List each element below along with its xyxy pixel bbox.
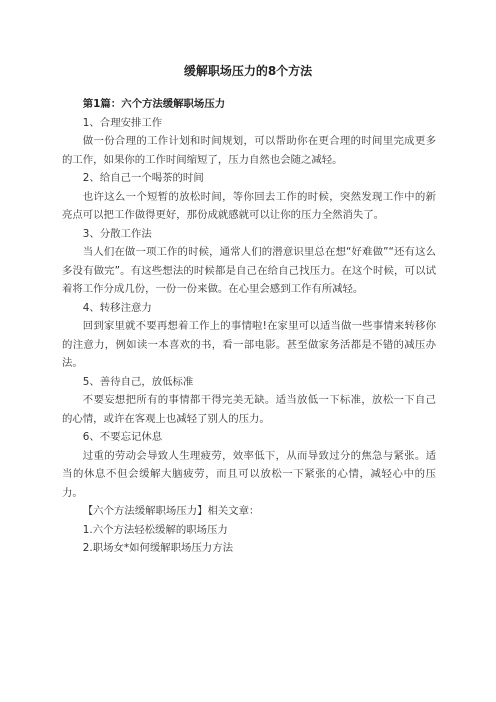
section-heading-6: 6、不要忘记休息	[82, 431, 163, 443]
document-title: 缓解职场压力的8个方法	[183, 64, 313, 78]
chapter-heading: 第1篇：六个方法缓解职场压力	[82, 98, 226, 110]
section-heading-1: 1、合理安排工作	[82, 116, 163, 129]
section-body-2: 也许这么一个短暂的放松时间，等你回去工作的时候，突然发现工作中的新亮点可以把工作做得更好，那份成就感就可以让你的压力全然消失了。	[62, 190, 436, 221]
section-heading-3: 3、分散工作法	[82, 227, 152, 240]
section-heading-5: 5、善待自己，放低标准	[82, 375, 194, 388]
related-article-link-1[interactable]: 1.六个方法轻松缓解的职场压力	[82, 523, 228, 536]
document-content	[62, 95, 436, 558]
section-heading-2: 2、给自己一个喝茶的时间	[82, 172, 204, 184]
section-body-6: 过重的劳动会导致人生理疲劳，效率低下，从而导致过分的焦急与紧张。适当的休息不但会缓解大脑疲劳，而且可以放松一下紧张的心情，减轻心中的压力。	[62, 449, 436, 499]
section-heading-4: 4、转移注意力	[82, 301, 152, 314]
section-body-3: 当人们在做一项工作的时候，通常人们的潜意识里总在想“好难做”“还有这么多没有做完”。有这些想法的时候都是自己在给自己找压力。在这个时候，可以试着将工作分成几份，一份一份来做。在心里会感到工作有所减轻。	[62, 246, 436, 295]
section-body-1: 做一份合理的工作计划和时间规划，可以帮助你在更合理的时间里完成更多的工作，如果你的工作时间缩短了，压力自然也会随之减轻。	[62, 135, 436, 166]
related-article-link-2[interactable]: 2.职场女*如何缓解职场压力方法	[82, 542, 233, 554]
section-body-5: 不要妄想把所有的事情都干得完美无缺。适当放低一下标准，放松一下自己的心情，或许在客观上也减轻了别人的压力。	[62, 394, 436, 425]
related-articles-heading: 【六个方法缓解职场压力】相关文章：	[82, 505, 260, 517]
section-body-4: 回到家里就不要再想着工作上的事情啦!在家里可以适当做一些事情来转移你的注意力，例如读一本喜欢的书，看一部电影。甚至做家务活都是不错的减压办法。	[62, 320, 436, 369]
